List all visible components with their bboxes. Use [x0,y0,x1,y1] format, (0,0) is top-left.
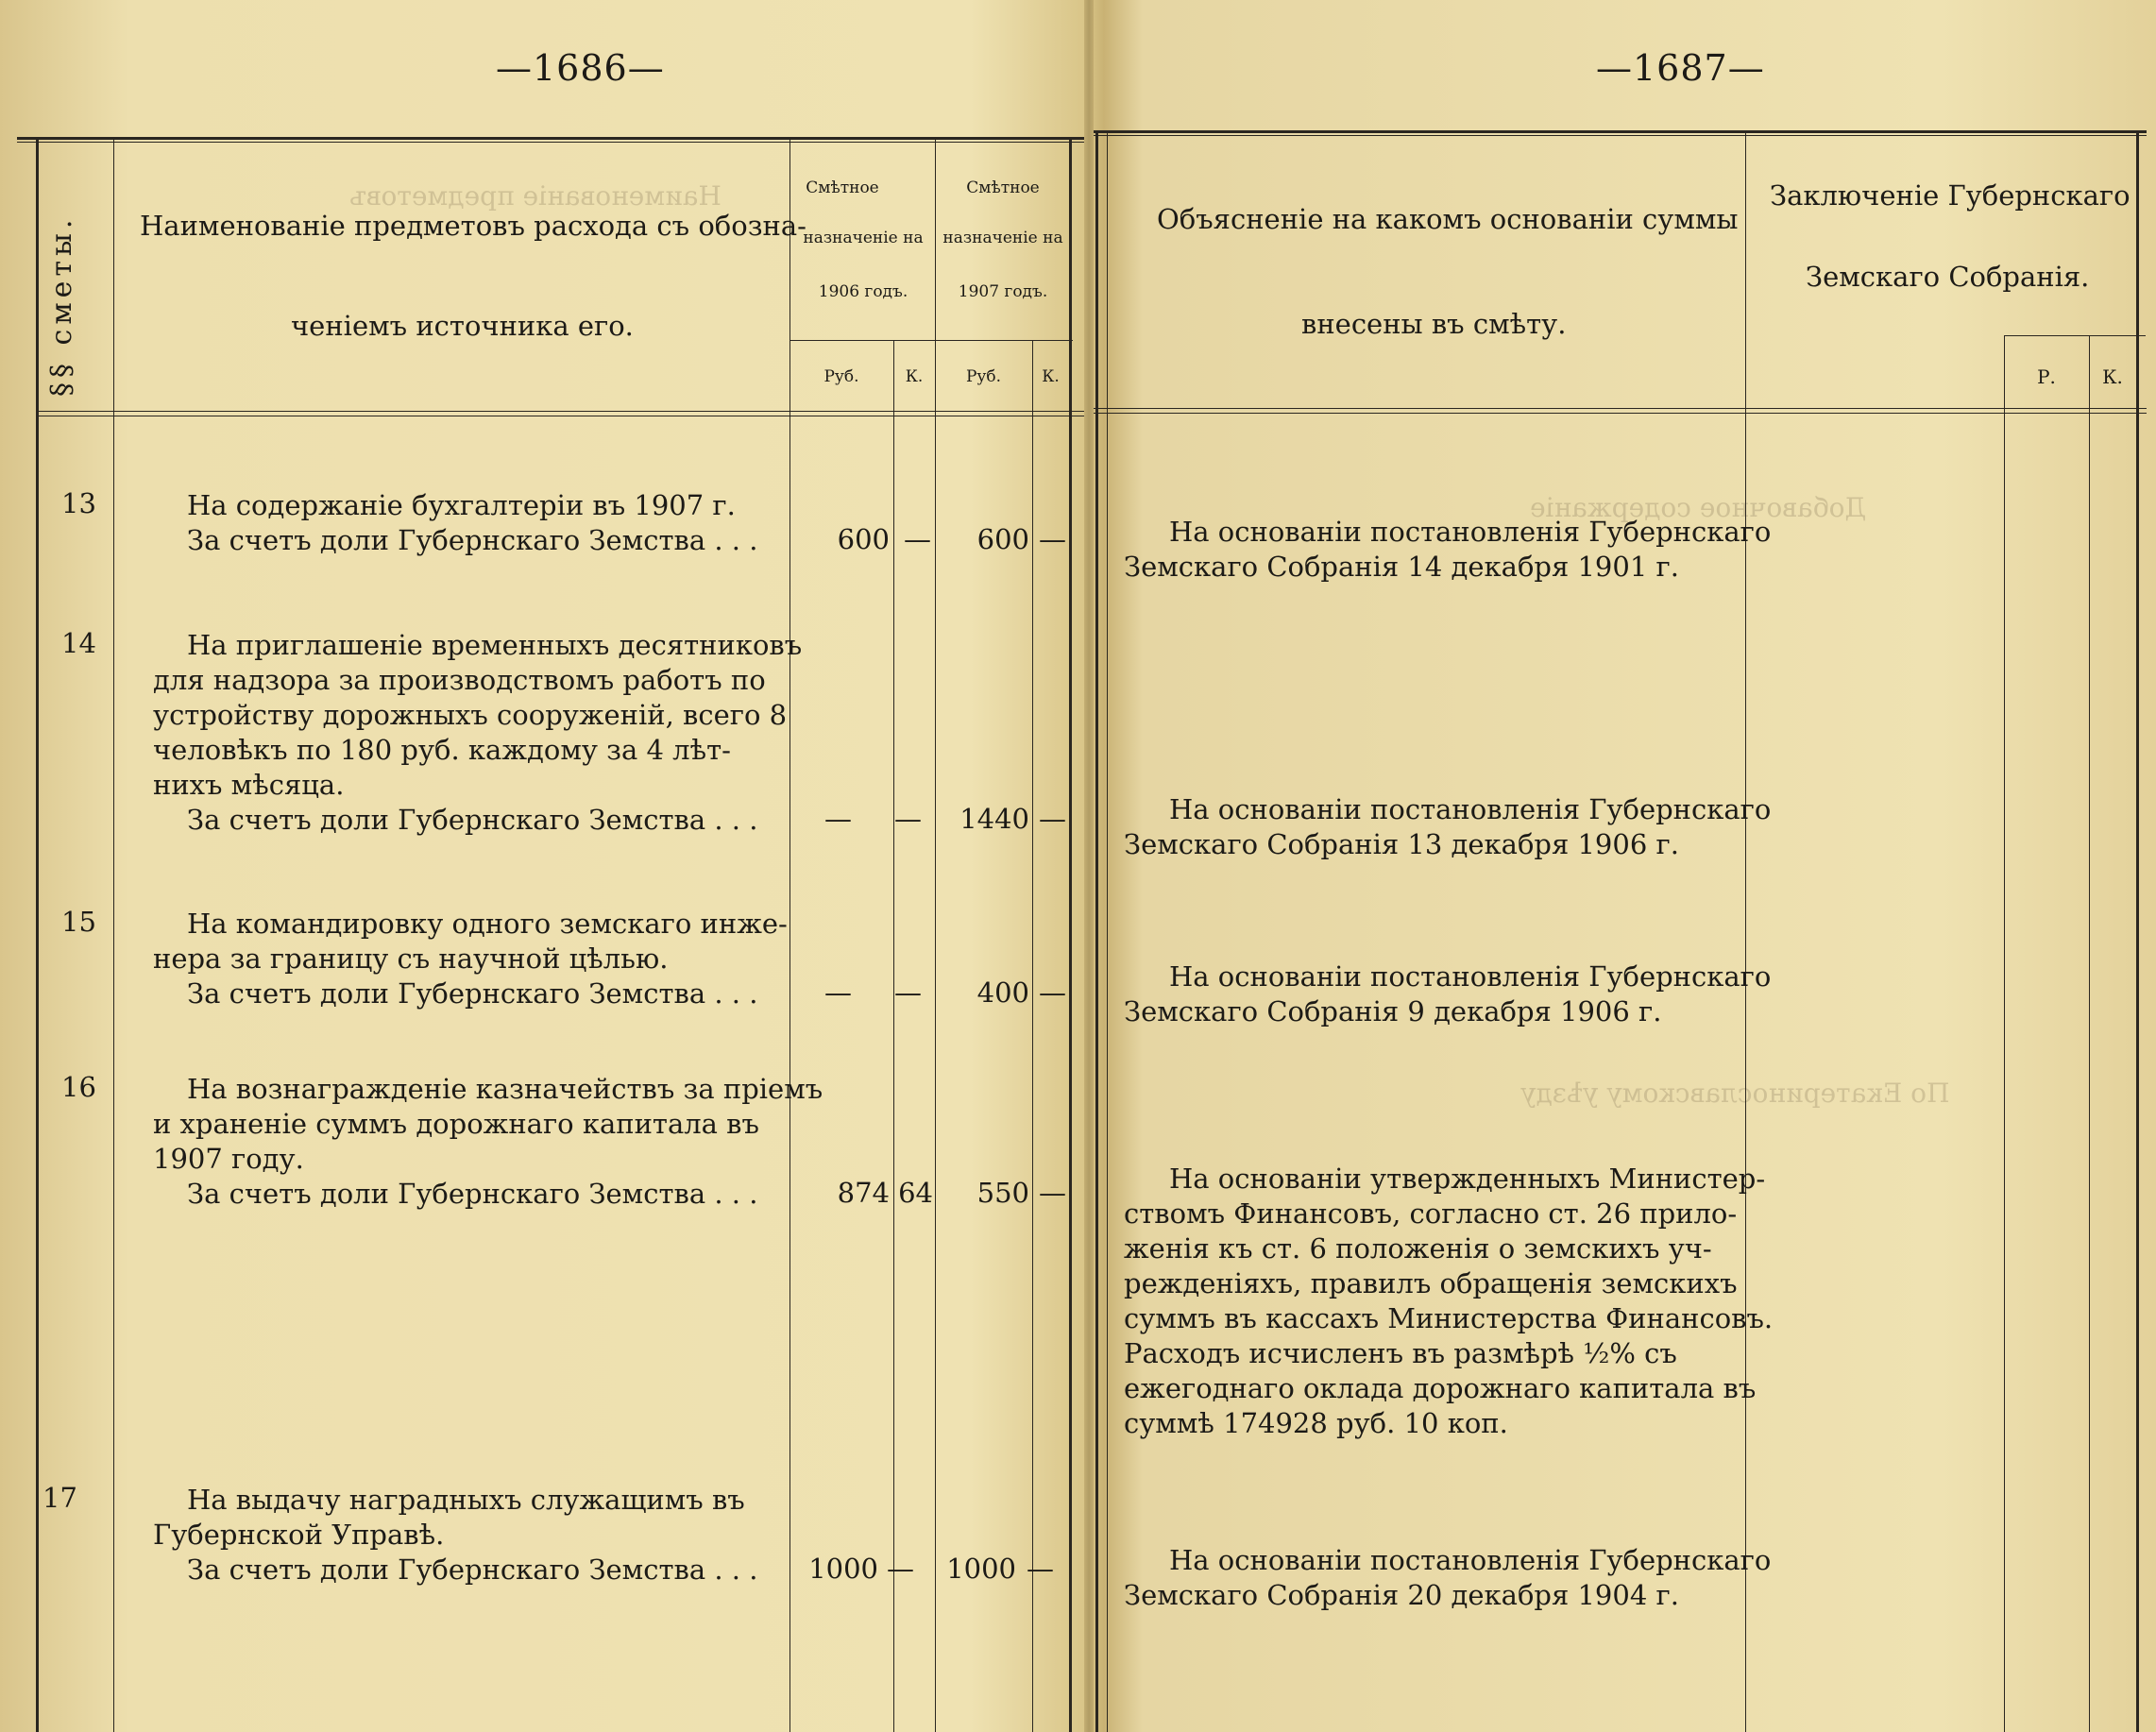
row-text: Губернской Управѣ. [153,1519,445,1551]
explanation-text: женія къ ст. 6 положенія о земскихъ уч- [1124,1232,1712,1265]
right-top-rule [1094,130,2147,133]
item-name-header-line1: Наименованіе предметовъ расхода съ обозна- [140,210,806,242]
amount-1906-rub: 600 [837,523,890,555]
row-text: для надзора за производствомъ работъ по [153,664,766,696]
bleed-through-text: По Екатеринославскому уѣзду [1520,1078,1950,1109]
row-text: нера за границу съ научной цѣлью. [153,942,669,975]
amount-1907-rub: 1000 [946,1553,1016,1585]
right-page-number: —1687— [1596,47,1765,89]
budget-1907-header-3: 1907 годъ. [958,282,1048,301]
row-number: 17 [42,1482,77,1514]
row-text: За счетъ доли Губернскаго Земства . . . [187,1554,758,1586]
row-text: 1907 году. [153,1143,304,1175]
explanation-text: Земскаго Собранія 20 декабря 1904 г. [1124,1579,1679,1611]
right-header-rule-2 [1094,413,2147,414]
amount-1906-rub: — [824,976,852,1009]
amount-1906-kop: 64 [898,1177,933,1209]
row-text: нихъ мѣсяца. [153,769,345,801]
row-number: 14 [61,627,96,659]
amount-1906-rub: 1000 [808,1553,878,1585]
row-text: За счетъ доли Губернскаго Земства . . . [187,1178,758,1210]
row-text: На содержаніе бухгалтеріи въ 1907 г. [187,489,736,521]
r-header: Р. [2037,365,2056,388]
explanation-text: Земскаго Собранія 13 декабря 1906 г. [1124,828,1679,860]
budget-1907-header-2: назначеніе на [942,229,1063,247]
left-sub-rule [789,340,1073,341]
explanation-text: ствомъ Финансовъ, согласно ст. 26 прило- [1124,1197,1738,1230]
amount-1906-rub: 874 [837,1177,890,1209]
section-number-header: §§ сметы. [45,214,78,397]
row-number: 15 [61,906,96,938]
amount-1907-kop: — [1039,1177,1066,1209]
amount-1907-rub: 600 [976,523,1029,555]
right-header-rule [1094,408,2147,409]
bleed-through-text: Добавочное содержаніе [1530,492,1867,523]
amount-1906-kop: — [904,523,931,555]
left-col-rule [1069,137,1072,1732]
rub-header-1906: Руб. [823,367,859,386]
explanation-text: На основаніи постановленія Губернскаго [1169,793,1772,825]
explanation-header-line2: внесены въ смѣту. [1301,308,1567,340]
explanation-text: На основаніи постановленія Губернскаго [1169,516,1772,548]
row-text: На командировку одного земскаго инже- [187,908,788,940]
budget-1906-header-1: Смѣтное [806,178,879,197]
amount-1906-kop: — [894,976,922,1009]
explanation-text: На основаніи постановленія Губернскаго [1169,960,1772,993]
bleed-through-text: Наименованіе предметовъ [349,180,721,212]
row-text: За счетъ доли Губернскаго Земства . . . [187,977,758,1010]
left-col-rule [36,137,39,1732]
left-top-rule [17,137,1084,140]
explanation-text: На основаніи утвержденныхъ Министер- [1169,1163,1766,1195]
amount-1907-kop: — [1039,803,1066,835]
right-col-rule [2089,335,2090,1732]
right-col-rule [2004,335,2005,1732]
row-text: За счетъ доли Губернскаго Земства . . . [187,804,758,836]
right-col-rule [1095,130,1098,1732]
left-page-number: —1686— [496,47,665,89]
rub-header-1907: Руб. [965,367,1002,386]
budget-1906-header-2: назначеніе на [803,229,924,247]
conclusion-header-line1: Заключеніе Губернскаго [1770,179,2131,212]
k-header: К. [2102,365,2123,388]
explanation-text: Земскаго Собранія 14 декабря 1901 г. [1124,551,1679,583]
right-top-rule-2 [1094,135,2147,136]
budget-1906-header-3: 1906 годъ. [818,282,908,301]
row-number: 16 [61,1071,96,1103]
explanation-text: ежегоднаго оклада дорожнаго капитала въ [1124,1372,1757,1404]
amount-1907-rub: 550 [976,1177,1029,1209]
amount-1907-kop: — [1027,1553,1054,1585]
left-col-rule [113,137,114,1732]
row-text: человѣкъ по 180 руб. каждому за 4 лѣт- [153,734,731,766]
explanation-text: суммѣ 174928 руб. 10 коп. [1124,1407,1508,1439]
row-text: На вознагражденіе казначействъ за пріемъ [187,1073,823,1105]
amount-1907-rub: 400 [976,976,1029,1009]
explanation-text: На основаніи постановленія Губернскаго [1169,1544,1772,1576]
row-text: На приглашеніе временныхъ десятниковъ [187,629,803,661]
amount-1907-rub: 1440 [959,803,1029,835]
kop-header-1907: К. [1042,367,1060,386]
conclusion-header-line2: Земскаго Собранія. [1806,261,2090,293]
right-col-rule [2136,130,2139,1732]
left-header-rule [36,411,1084,412]
amount-1907-kop: — [1039,976,1066,1009]
amount-1906-kop: — [887,1553,914,1585]
row-text: За счетъ доли Губернскаго Земства . . . [187,524,758,556]
right-sub-rule [2004,335,2146,336]
kop-header-1906: К. [905,367,924,386]
item-name-header-line2: ченіемъ источника его. [291,310,634,342]
explanation-header-line1: Объясненіе на какомъ основаніи суммы [1157,203,1739,235]
explanation-text: Земскаго Собранія 9 декабря 1906 г. [1124,995,1662,1027]
budget-1907-header-1: Смѣтное [966,178,1040,197]
right-col-rule [1745,130,1746,1732]
right-col-rule [1107,130,1108,1732]
explanation-text: Расходъ исчисленъ въ размѣрѣ ½% съ [1124,1337,1677,1369]
amount-1906-kop: — [894,803,922,835]
row-text: и храненіе суммъ дорожнаго капитала въ [153,1108,759,1140]
row-text: устройству дорожныхъ сооруженій, всего 8 [153,699,788,731]
book-gutter [1084,0,1094,1732]
row-text: На выдачу наградныхъ служащимъ въ [187,1484,745,1516]
explanation-text: суммъ въ кассахъ Министерства Финансовъ. [1124,1302,1774,1334]
amount-1906-rub: — [824,803,852,835]
explanation-text: режденіяхъ, правилъ обращенія земскихъ [1124,1267,1738,1299]
row-number: 13 [61,487,96,519]
left-top-rule-2 [17,142,1084,143]
amount-1907-kop: — [1039,523,1066,555]
